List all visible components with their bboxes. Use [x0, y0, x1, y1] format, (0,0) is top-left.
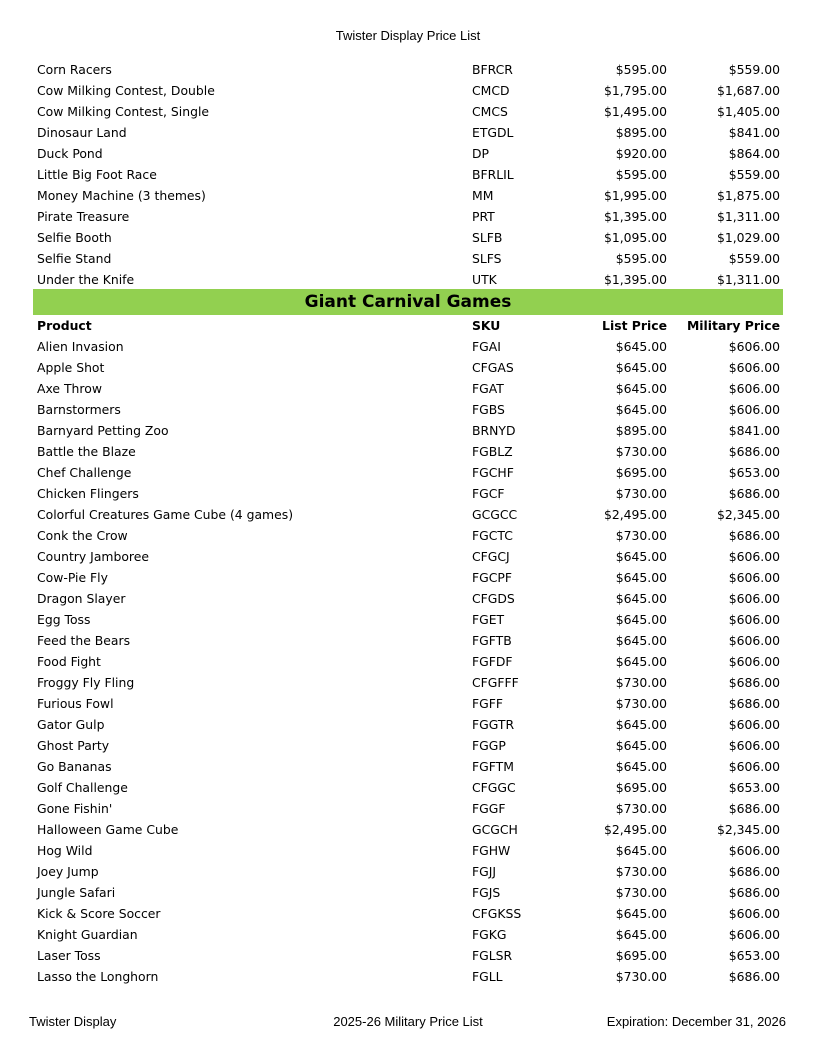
product-cell: Kick & Score Soccer — [37, 906, 161, 921]
sku-cell: FGCF — [472, 486, 505, 501]
price-table-top — [33, 59, 783, 290]
sku-cell: FGKG — [472, 927, 507, 942]
table-row — [33, 441, 783, 462]
military-price-cell: $606.00 — [728, 843, 780, 858]
table-row — [33, 693, 783, 714]
military-price-cell: $686.00 — [728, 486, 780, 501]
list-price-cell: $730.00 — [615, 675, 667, 690]
table-row — [33, 777, 783, 798]
military-price-cell: $841.00 — [728, 423, 780, 438]
product-cell: Food Fight — [37, 654, 101, 669]
product-cell: Dragon Slayer — [37, 591, 126, 606]
product-cell: Selfie Booth — [37, 230, 112, 245]
product-cell: Money Machine (3 themes) — [37, 188, 206, 203]
product-cell: Knight Guardian — [37, 927, 138, 942]
table-row — [33, 819, 783, 840]
military-price-cell: $606.00 — [728, 906, 780, 921]
product-cell: Golf Challenge — [37, 780, 128, 795]
product-cell: Dinosaur Land — [37, 125, 127, 140]
military-price-cell: $606.00 — [728, 549, 780, 564]
list-price-cell: $1,395.00 — [603, 209, 667, 224]
sku-cell: SLFB — [472, 230, 503, 245]
product-cell: Chicken Flingers — [37, 486, 139, 501]
military-price-cell: $653.00 — [728, 465, 780, 480]
header-product: Product — [37, 318, 92, 333]
giant-carnival-games-section — [33, 289, 783, 987]
table-row — [33, 924, 783, 945]
list-price-cell: $1,795.00 — [603, 83, 667, 98]
product-cell: Ghost Party — [37, 738, 110, 753]
military-price-cell: $606.00 — [728, 360, 780, 375]
header-sku: SKU — [472, 318, 501, 333]
list-price-cell: $645.00 — [615, 759, 667, 774]
military-price-cell: $686.00 — [728, 885, 780, 900]
military-price-cell: $606.00 — [728, 738, 780, 753]
product-cell: Furious Fowl — [37, 696, 114, 711]
product-cell: Selfie Stand — [37, 251, 112, 266]
sku-cell: FGGF — [472, 801, 506, 816]
military-price-cell: $606.00 — [728, 927, 780, 942]
product-cell: Egg Toss — [37, 612, 91, 627]
product-cell: Joey Jump — [37, 864, 99, 879]
product-cell: Laser Toss — [37, 948, 101, 963]
product-cell: Under the Knife — [37, 272, 135, 287]
military-price-cell: $2,345.00 — [716, 822, 780, 837]
military-price-cell: $559.00 — [728, 167, 780, 182]
product-cell: Battle the Blaze — [37, 444, 136, 459]
list-price-cell: $595.00 — [615, 62, 667, 77]
list-price-cell: $920.00 — [615, 146, 667, 161]
sku-cell: ETGDL — [472, 125, 514, 140]
table-row — [33, 164, 783, 185]
list-price-cell: $645.00 — [615, 402, 667, 417]
table-row — [33, 966, 783, 987]
list-price-cell: $1,095.00 — [603, 230, 667, 245]
table-row — [33, 269, 783, 290]
table-row — [33, 546, 783, 567]
list-price-cell: $645.00 — [615, 339, 667, 354]
sku-cell: BFRLIL — [472, 167, 514, 182]
sku-cell: BRNYD — [472, 423, 516, 438]
list-price-cell: $730.00 — [615, 864, 667, 879]
product-cell: Chef Challenge — [37, 465, 132, 480]
product-cell: Pirate Treasure — [37, 209, 130, 224]
military-price-cell: $559.00 — [728, 251, 780, 266]
table-row — [33, 861, 783, 882]
table-row — [33, 248, 783, 269]
product-cell: Duck Pond — [37, 146, 103, 161]
product-cell: Jungle Safari — [37, 885, 116, 900]
table-row — [33, 714, 783, 735]
list-price-cell: $730.00 — [615, 969, 667, 984]
sku-cell: FGFTB — [472, 633, 512, 648]
list-price-cell: $730.00 — [615, 885, 667, 900]
military-price-cell: $686.00 — [728, 969, 780, 984]
header-military-price: Military Price — [686, 318, 780, 333]
sku-cell: BFRCR — [472, 62, 513, 77]
product-cell: Cow Milking Contest, Double — [37, 83, 215, 98]
list-price-cell: $1,995.00 — [603, 188, 667, 203]
table-row — [33, 483, 783, 504]
sku-cell: FGCHF — [472, 465, 514, 480]
list-price-cell: $730.00 — [615, 528, 667, 543]
table-row — [33, 525, 783, 546]
table-row — [33, 798, 783, 819]
page-title: Twister Display Price List — [335, 28, 481, 43]
sku-cell: FGFF — [472, 696, 503, 711]
sku-cell: FGLSR — [472, 948, 513, 963]
table-row — [33, 143, 783, 164]
product-cell: Alien Invasion — [37, 339, 124, 354]
sku-cell: FGHW — [472, 843, 511, 858]
sku-cell: FGBLZ — [472, 444, 513, 459]
table-row — [33, 945, 783, 966]
list-price-cell: $645.00 — [615, 738, 667, 753]
military-price-cell: $606.00 — [728, 654, 780, 669]
sku-cell: FGCTC — [472, 528, 513, 543]
sku-cell: FGAI — [472, 339, 501, 354]
military-price-cell: $653.00 — [728, 780, 780, 795]
list-price-cell: $645.00 — [615, 843, 667, 858]
military-price-cell: $606.00 — [728, 633, 780, 648]
product-cell: Hog Wild — [37, 843, 93, 858]
table-row — [33, 227, 783, 248]
product-cell: Axe Throw — [37, 381, 102, 396]
sku-cell: CFGDS — [472, 591, 515, 606]
military-price-cell: $1,875.00 — [716, 188, 780, 203]
table-row — [33, 378, 783, 399]
list-price-cell: $895.00 — [615, 423, 667, 438]
sku-cell: CFGGC — [472, 780, 516, 795]
sku-cell: FGJS — [472, 885, 501, 900]
military-price-cell: $606.00 — [728, 570, 780, 585]
sku-cell: CFGAS — [472, 360, 514, 375]
product-cell: Halloween Game Cube — [37, 822, 179, 837]
table-row — [33, 122, 783, 143]
military-price-cell: $606.00 — [728, 381, 780, 396]
table-row — [33, 357, 783, 378]
military-price-cell: $606.00 — [728, 339, 780, 354]
list-price-cell: $695.00 — [615, 948, 667, 963]
list-price-cell: $1,495.00 — [603, 104, 667, 119]
table-row — [33, 840, 783, 861]
product-cell: Conk the Crow — [37, 528, 128, 543]
list-price-cell: $645.00 — [615, 591, 667, 606]
military-price-cell: $606.00 — [728, 402, 780, 417]
military-price-cell: $1,405.00 — [716, 104, 780, 119]
sku-cell: GCGCH — [472, 822, 518, 837]
footer-expiration: Expiration: December 31, 2026 — [606, 1014, 786, 1029]
list-price-cell: $645.00 — [615, 654, 667, 669]
table-header-row — [33, 315, 783, 336]
military-price-cell: $686.00 — [728, 864, 780, 879]
sku-cell: FGGTR — [472, 717, 515, 732]
list-price-cell: $695.00 — [615, 780, 667, 795]
table-row — [33, 756, 783, 777]
list-price-cell: $645.00 — [615, 570, 667, 585]
military-price-cell: $1,687.00 — [716, 83, 780, 98]
list-price-cell: $645.00 — [615, 906, 667, 921]
table-row — [33, 101, 783, 122]
sku-cell: CFGKSS — [472, 906, 522, 921]
table-row — [33, 80, 783, 101]
military-price-cell: $606.00 — [728, 591, 780, 606]
military-price-cell: $686.00 — [728, 528, 780, 543]
product-cell: Barnstormers — [37, 402, 121, 417]
table-row — [33, 59, 783, 80]
military-price-cell: $686.00 — [728, 444, 780, 459]
table-row — [33, 609, 783, 630]
list-price-cell: $730.00 — [615, 696, 667, 711]
list-price-cell: $730.00 — [615, 444, 667, 459]
sku-cell: FGJJ — [472, 864, 497, 879]
list-price-cell: $895.00 — [615, 125, 667, 140]
giant-rows — [33, 336, 783, 987]
table-row — [33, 462, 783, 483]
header-list-price: List Price — [602, 318, 667, 333]
list-price-cell: $595.00 — [615, 251, 667, 266]
product-cell: Corn Racers — [37, 62, 112, 77]
list-price-cell: $1,395.00 — [603, 272, 667, 287]
sku-cell: FGAT — [472, 381, 504, 396]
table-row — [33, 588, 783, 609]
military-price-cell: $864.00 — [728, 146, 780, 161]
list-price-cell: $2,495.00 — [603, 507, 667, 522]
military-price-cell: $1,311.00 — [716, 209, 780, 224]
list-price-cell: $645.00 — [615, 381, 667, 396]
sku-cell: FGLL — [472, 969, 503, 984]
sku-cell: DP — [472, 146, 490, 161]
sku-cell: UTK — [472, 272, 497, 287]
product-cell: Gone Fishin' — [37, 801, 113, 816]
military-price-cell: $686.00 — [728, 801, 780, 816]
table-row — [33, 567, 783, 588]
list-price-cell: $2,495.00 — [603, 822, 667, 837]
list-price-cell: $730.00 — [615, 801, 667, 816]
product-cell: Little Big Foot Race — [37, 167, 157, 182]
product-cell: Country Jamboree — [37, 549, 149, 564]
sku-cell: PRT — [472, 209, 495, 224]
product-cell: Gator Gulp — [37, 717, 105, 732]
table-row — [33, 672, 783, 693]
military-price-cell: $606.00 — [728, 759, 780, 774]
table-row — [33, 882, 783, 903]
table-row — [33, 504, 783, 525]
sku-cell: FGFDF — [472, 654, 513, 669]
military-price-cell: $653.00 — [728, 948, 780, 963]
product-cell: Apple Shot — [37, 360, 105, 375]
sku-cell: CMCS — [472, 104, 508, 119]
military-price-cell: $606.00 — [728, 717, 780, 732]
table-row — [33, 735, 783, 756]
table-row — [33, 185, 783, 206]
table-row — [33, 651, 783, 672]
footer-company: Twister Display — [29, 1014, 117, 1029]
list-price-cell: $645.00 — [615, 633, 667, 648]
list-price-cell: $730.00 — [615, 486, 667, 501]
military-price-cell: $686.00 — [728, 696, 780, 711]
list-price-cell: $695.00 — [615, 465, 667, 480]
product-cell: Feed the Bears — [37, 633, 131, 648]
military-price-cell: $559.00 — [728, 62, 780, 77]
list-price-cell: $645.00 — [615, 612, 667, 627]
product-cell: Go Bananas — [37, 759, 112, 774]
table-row — [33, 399, 783, 420]
list-price-cell: $645.00 — [615, 717, 667, 732]
table-row — [33, 420, 783, 441]
list-price-cell: $645.00 — [615, 927, 667, 942]
table-row — [33, 903, 783, 924]
product-cell: Cow Milking Contest, Single — [37, 104, 210, 119]
sku-cell: FGGP — [472, 738, 506, 753]
sku-cell: GCGCC — [472, 507, 518, 522]
military-price-cell: $1,029.00 — [716, 230, 780, 245]
military-price-cell: $2,345.00 — [716, 507, 780, 522]
sku-cell: MM — [472, 188, 494, 203]
military-price-cell: $841.00 — [728, 125, 780, 140]
sku-cell: CMCD — [472, 83, 510, 98]
table-row — [33, 206, 783, 227]
sku-cell: CFGFFF — [472, 675, 519, 690]
sku-cell: FGCPF — [472, 570, 512, 585]
sku-cell: FGFTM — [472, 759, 514, 774]
product-cell: Colorful Creatures Game Cube (4 games) — [37, 507, 294, 522]
sku-cell: SLFS — [472, 251, 502, 266]
product-cell: Lasso the Longhorn — [37, 969, 159, 984]
product-cell: Barnyard Petting Zoo — [37, 423, 169, 438]
table-row — [33, 630, 783, 651]
military-price-cell: $686.00 — [728, 675, 780, 690]
list-price-cell: $595.00 — [615, 167, 667, 182]
list-price-cell: $645.00 — [615, 549, 667, 564]
military-price-cell: $606.00 — [728, 612, 780, 627]
military-price-cell: $1,311.00 — [716, 272, 780, 287]
table-row — [33, 336, 783, 357]
product-cell: Cow-Pie Fly — [37, 570, 108, 585]
sku-cell: FGET — [472, 612, 505, 627]
section-banner: Giant Carnival Games — [33, 289, 783, 315]
list-price-cell: $645.00 — [615, 360, 667, 375]
product-cell: Froggy Fly Fling — [37, 675, 135, 690]
sku-cell: FGBS — [472, 402, 505, 417]
sku-cell: CFGCJ — [472, 549, 510, 564]
footer-document-title: 2025-26 Military Price List — [333, 1014, 483, 1029]
